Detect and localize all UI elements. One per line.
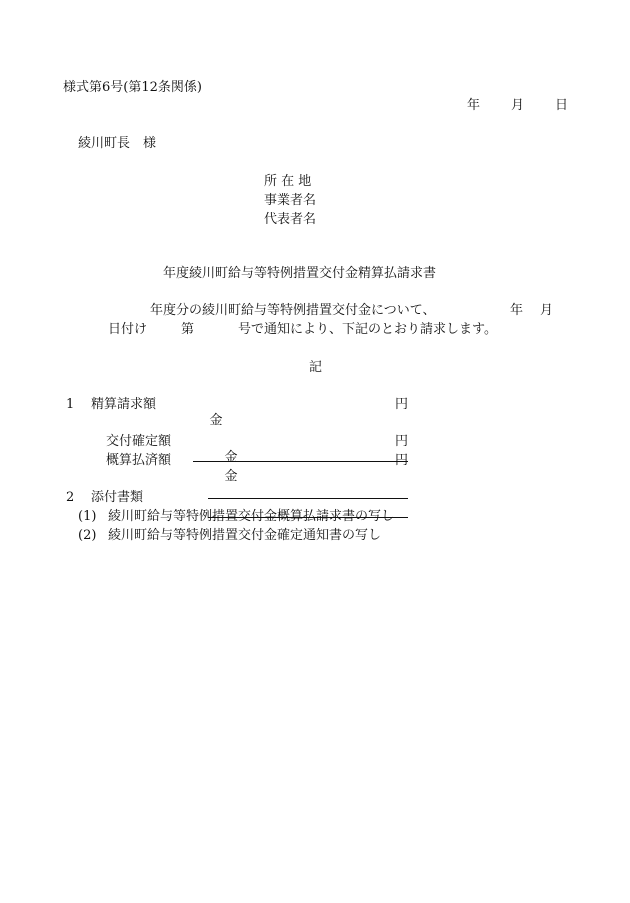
body-line2-no: 第 (181, 322, 195, 337)
attachment-1-num: (1) (78, 509, 97, 524)
date-day-label: 日 (555, 98, 569, 113)
grant-confirmed-prefix: 金 (224, 450, 238, 465)
document-title: 年度綾川町給与等特例措置交付金精算払請求書 (163, 266, 437, 281)
attachment-2-text: 綾川町給与等特例措置交付金確定通知書の写し (108, 528, 382, 543)
date-year-label: 年 (467, 98, 481, 113)
date-month-label: 月 (511, 98, 525, 113)
section2-label: 添付書類 (91, 490, 144, 505)
representative-label: 代表者名 (264, 212, 317, 227)
ki-label: 記 (309, 360, 323, 375)
address-label: 所 在 地 (264, 174, 312, 189)
grant-confirmed-suffix: 円 (394, 434, 408, 449)
advance-paid-prefix: 金 (224, 469, 238, 484)
advance-paid-suffix: 円 (394, 453, 408, 468)
section2-number: 2 (66, 490, 75, 505)
settlement-amount-prefix: 金 (209, 413, 223, 428)
settlement-amount-suffix: 円 (394, 397, 408, 412)
addressee: 綾川町長 様 (78, 136, 157, 151)
body-line1-month: 月 (540, 303, 554, 318)
body-line2-date-suffix: 日付け (108, 322, 148, 337)
body-line1-year: 年 (510, 303, 524, 318)
body-line1-text: 年度分の綾川町給与等特例措置交付金について、 (150, 303, 436, 318)
business-name-label: 事業者名 (264, 193, 317, 208)
attachment-2-num: (2) (78, 528, 97, 543)
attachment-1-text: 綾川町給与等特例措置交付金概算払請求書の写し (108, 509, 395, 524)
form-number: 様式第6号(第12条関係) (63, 80, 202, 95)
body-line2-text: 号で通知により、下記のとおり請求します。 (238, 322, 497, 337)
section1-number: 1 (66, 397, 75, 412)
advance-paid-label: 概算払済額 (106, 453, 172, 468)
section1-label: 精算請求額 (91, 397, 157, 412)
grant-confirmed-label: 交付確定額 (106, 434, 172, 449)
